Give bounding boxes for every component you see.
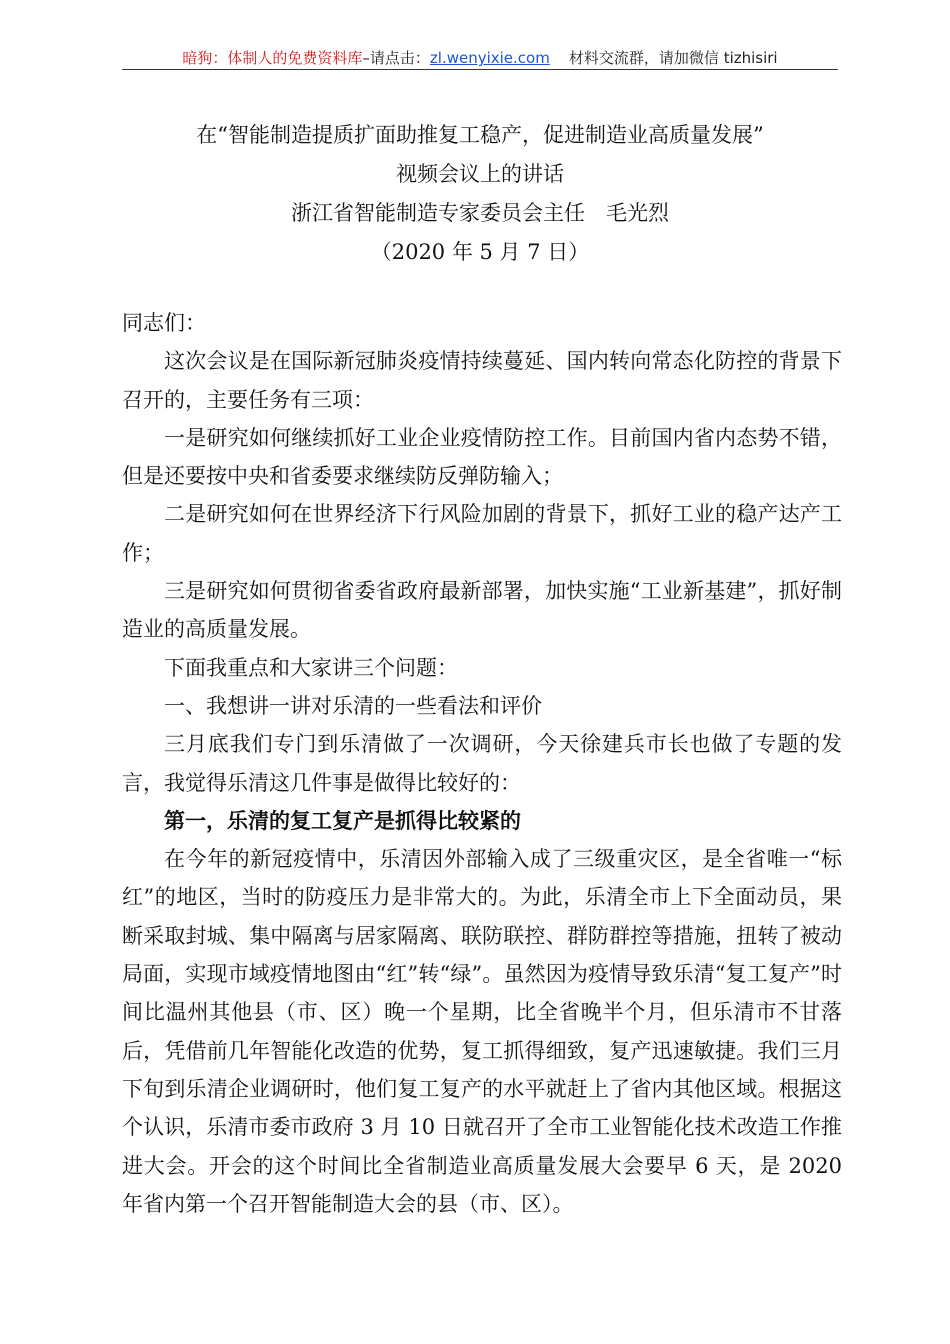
subheading-1: 第一，乐清的复工复产是抓得比较紧的 xyxy=(164,808,521,833)
title-date: （2020 年 5 月 7 日） xyxy=(370,240,590,264)
header-click-prefix: –请点击： xyxy=(362,49,430,67)
paragraph-7: 三月底我们专门到乐清做了一次调研，今天徐建兵市长也做了专题的发言，我觉得乐清这几件事是做得比较好的： xyxy=(122,732,842,795)
greeting: 同志们： xyxy=(122,311,206,335)
title-line-1: 在“智能制造提质扩面助推复工稳产，促进制造业高质量发展” xyxy=(196,123,764,147)
paragraph-2: 一是研究如何继续抓好工业企业疫情防控工作。目前国内省内态势不错，但是还要按中央和省委要求继续防反弹防输入； xyxy=(122,425,842,489)
page-header xyxy=(122,46,838,70)
paragraph-3: 二是研究如何在世界经济下行风险加剧的背景下，抓好工业的稳产达产工作； xyxy=(122,502,842,565)
paragraph-5: 下面我重点和大家讲三个问题： xyxy=(164,655,458,680)
paragraph-4: 三是研究如何贯彻省委省政府最新部署，加快实施“工业新基建”，抓好制造业的高质量发展。 xyxy=(122,579,842,642)
header-brand: 暗狗：体制人的免费资料库 xyxy=(182,49,363,67)
header-wechat: 材料交流群，请加微信 tizhisiri xyxy=(568,49,778,67)
speech-body xyxy=(122,304,842,1223)
paragraph-8: 在今年的新冠疫情中，乐清因外部输入成了三级重灾区，是全省唯一“标红”的地区，当时的防疫压力是非常大的。为此，乐清全市上下全面动员，果断采取封城、集中隔离与居家隔离、联防联控、群防群控等措施，扭转了被动局面，实现市域疫情地图由“红”转“绿”。虽然因为疫情导致乐清“复工复产”时间比温州其他县（市、区）晚一个星期，比全省晚半个月，但乐清市不甘落后，凭借前几年智能化改造的优势，复工抓得细致，复产迅速敏捷。我们三月下旬到乐清企业调研时，他们复工复产的水平就赶上了省内其他区域。根据这个认识，乐清市委市政府 3 月 10 日就召开了全市工业智能化技术改造工作推进大会。开会的这个时间比全省制造业高质量发展大会要早 6 天，是 2020 年省内第一个召开智能制造大会的县（市、区）。 xyxy=(122,847,842,1216)
header-divider xyxy=(122,69,838,70)
title-line-2: 视频会议上的讲话 xyxy=(396,162,564,186)
section-heading-1: 一、我想讲一讲对乐清的一些看法和评价 xyxy=(164,693,542,718)
title-speaker: 浙江省智能制造专家委员会主任 毛光烈 xyxy=(291,201,669,225)
header-link[interactable]: zl.wenyixie.com xyxy=(429,49,550,67)
paragraph-1: 这次会议是在国际新冠肺炎疫情持续蔓延、国内转向常态化防控的背景下召开的，主要任务有三项： xyxy=(122,349,842,412)
speech-title xyxy=(122,116,838,272)
